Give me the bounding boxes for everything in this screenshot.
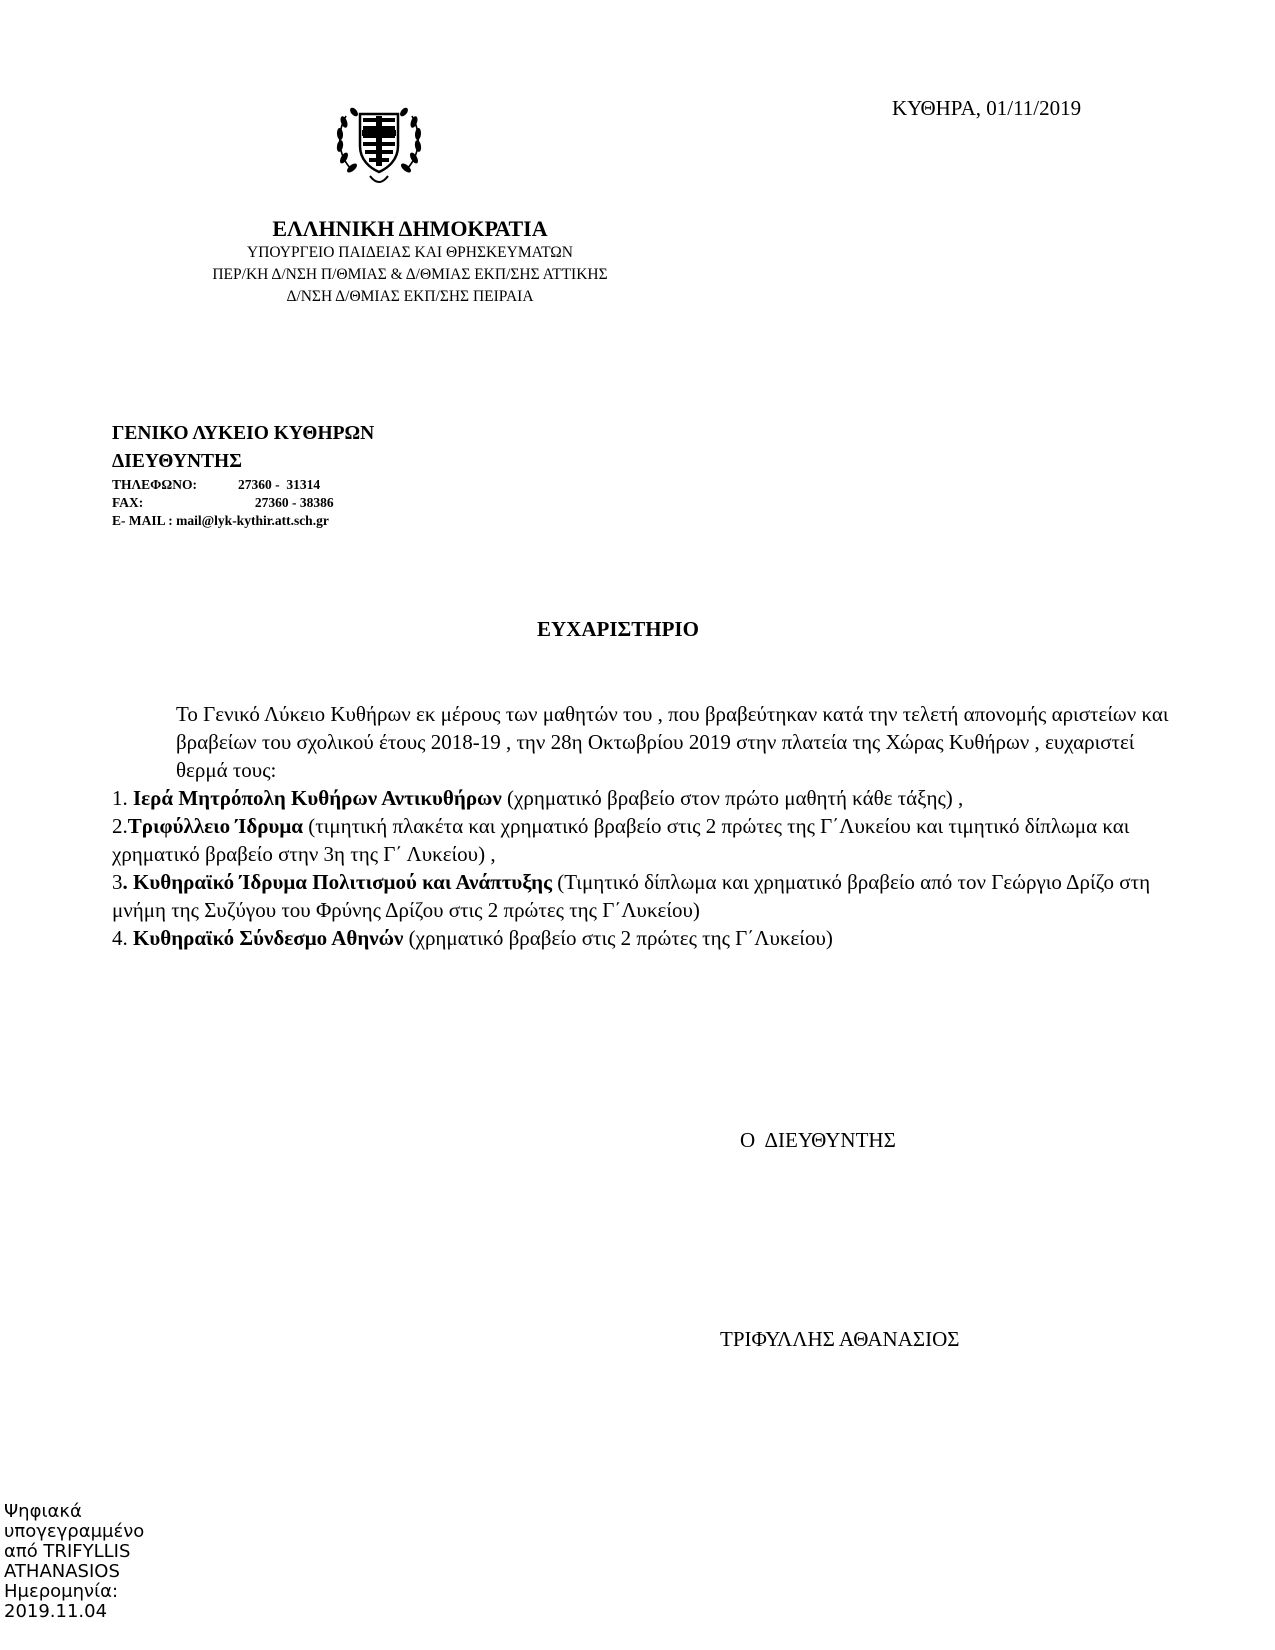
list-item: [112, 924, 1172, 952]
letter-body: [112, 700, 1172, 952]
digital-signature-line: ATHANASIOS: [4, 1561, 120, 1582]
item-detail: (χρηματικό βραβείο στον πρώτο μαθητή κάθε τάξης) ,: [501, 786, 964, 810]
list-item: [112, 868, 1172, 924]
phone-row: [112, 476, 374, 494]
school-block: [112, 420, 374, 530]
digital-signature-line: 2019.11.04: [4, 1601, 108, 1622]
regional-directorate-line: ΠΕΡ/ΚΗ Δ/ΝΣΗ Π/ΘΜΙΑΣ & Δ/ΘΜΙΑΣ ΕΚΠ/ΣΗΣ ΑΤΤΙΚΗΣ: [212, 266, 608, 283]
digital-signature-line: Ψηφιακά: [4, 1501, 82, 1522]
phone-label: ΤΗΛΕΦΩΝΟ:: [112, 477, 197, 492]
item-number: 2.: [112, 814, 128, 838]
item-detail: (Τιμητικό δίπλωμα και χρηματικό βραβείο από τον Γεώργιο Δρίζο στη μνήμη της Συζύγου του Φρύνης Δρίζου στις 2 πρώτες της Γ΄Λυκείου): [112, 870, 1151, 922]
directorate-line: Δ/ΝΣΗ Δ/ΘΜΙΑΣ ΕΚΠ/ΣΗΣ ΠΕΙΡΑΙΑ: [286, 288, 534, 305]
signature-name: ΤΡΙΦΥΛΛΗΣ ΑΘΑΝΑΣΙΟΣ: [720, 1327, 960, 1351]
digital-signature-stamp: [4, 1502, 144, 1622]
digital-signature-line: από TRIFYLLIS: [4, 1541, 131, 1562]
signature-role: Ο ΔΙΕΥΘΥΝΤΗΣ: [740, 1128, 896, 1152]
item-number: 3: [112, 870, 123, 894]
fax-value: 27360 - 38386: [238, 495, 334, 510]
email-label: E- MAIL :: [112, 513, 173, 528]
document-date: ΚΥΘΗΡΑ, 01/11/2019: [892, 96, 1082, 120]
school-name: ΓΕΝΙΚΟ ΛΥΚΕΙΟ ΚΥΘΗΡΩΝ: [112, 423, 375, 444]
item-recipient: Κυθηραϊκό Σύνδεσμο Αθηνών: [133, 926, 404, 950]
item-recipient: Ιερά Μητρόπολη Κυθήρων Αντικυθήρων: [133, 786, 502, 810]
document-title: ΕΥΧΑΡΙΣΤΗΡΙΟ: [537, 617, 699, 641]
ministry-line: ΥΠΟΥΡΓΕΙΟ ΠΑΙΔΕΙΑΣ ΚΑΙ ΘΡΗΣΚΕΥΜΑΤΩΝ: [247, 244, 573, 261]
digital-signature-line: Ημερομηνία:: [4, 1581, 119, 1602]
list-item: [112, 784, 1172, 812]
phone-value: 27360 - 31314: [238, 477, 321, 492]
intro-paragraph: Το Γενικό Λύκειο Κυθήρων εκ μέρους των μαθητών του , που βραβεύτηκαν κατά την τελετή απονομής αριστείων και βραβείων του σχολικού έτους 2018-19 , την 28η Οκτωβρίου 2019 στην πλατεία της Χώρας Κυθήρων , ευχαριστεί θερμά τους:: [176, 702, 1169, 782]
fax-row: [112, 494, 374, 512]
greek-coat-of-arms-icon: [332, 96, 426, 190]
email-row: [112, 512, 374, 530]
email-value: mail@lyk-kythir.att.sch.gr: [176, 513, 329, 528]
item-recipient: Τριφύλλειο Ίδρυμα: [127, 814, 303, 838]
issuer-header: [160, 216, 660, 308]
fax-label: FAX:: [112, 495, 144, 510]
item-number: 4.: [112, 926, 133, 950]
item-detail: (τιμητική πλακέτα και χρηματικό βραβείο στις 2 πρώτες της Γ΄Λυκείου και τιμητικό δίπλωμα και χρηματικό βραβείο στην 3η της Γ΄ Λυκείου) ,: [112, 814, 1130, 866]
header-title: ΕΛΛΗΝΙΚΗ ΔΗΜΟΚΡΑΤΙΑ: [272, 216, 548, 241]
school-office: ΔΙΕΥΘΥΝΤΗΣ: [112, 451, 242, 472]
item-number: 1.: [112, 786, 133, 810]
list-item: [112, 812, 1172, 868]
digital-signature-line: υπογεγραμμένο: [4, 1521, 145, 1542]
item-detail: (χρηματικό βραβείο στις 2 πρώτες της Γ΄Λυκείου): [403, 926, 833, 950]
item-recipient: . Κυθηραϊκό Ίδρυμα Πολιτισμού και Ανάπτυξης: [122, 870, 552, 894]
